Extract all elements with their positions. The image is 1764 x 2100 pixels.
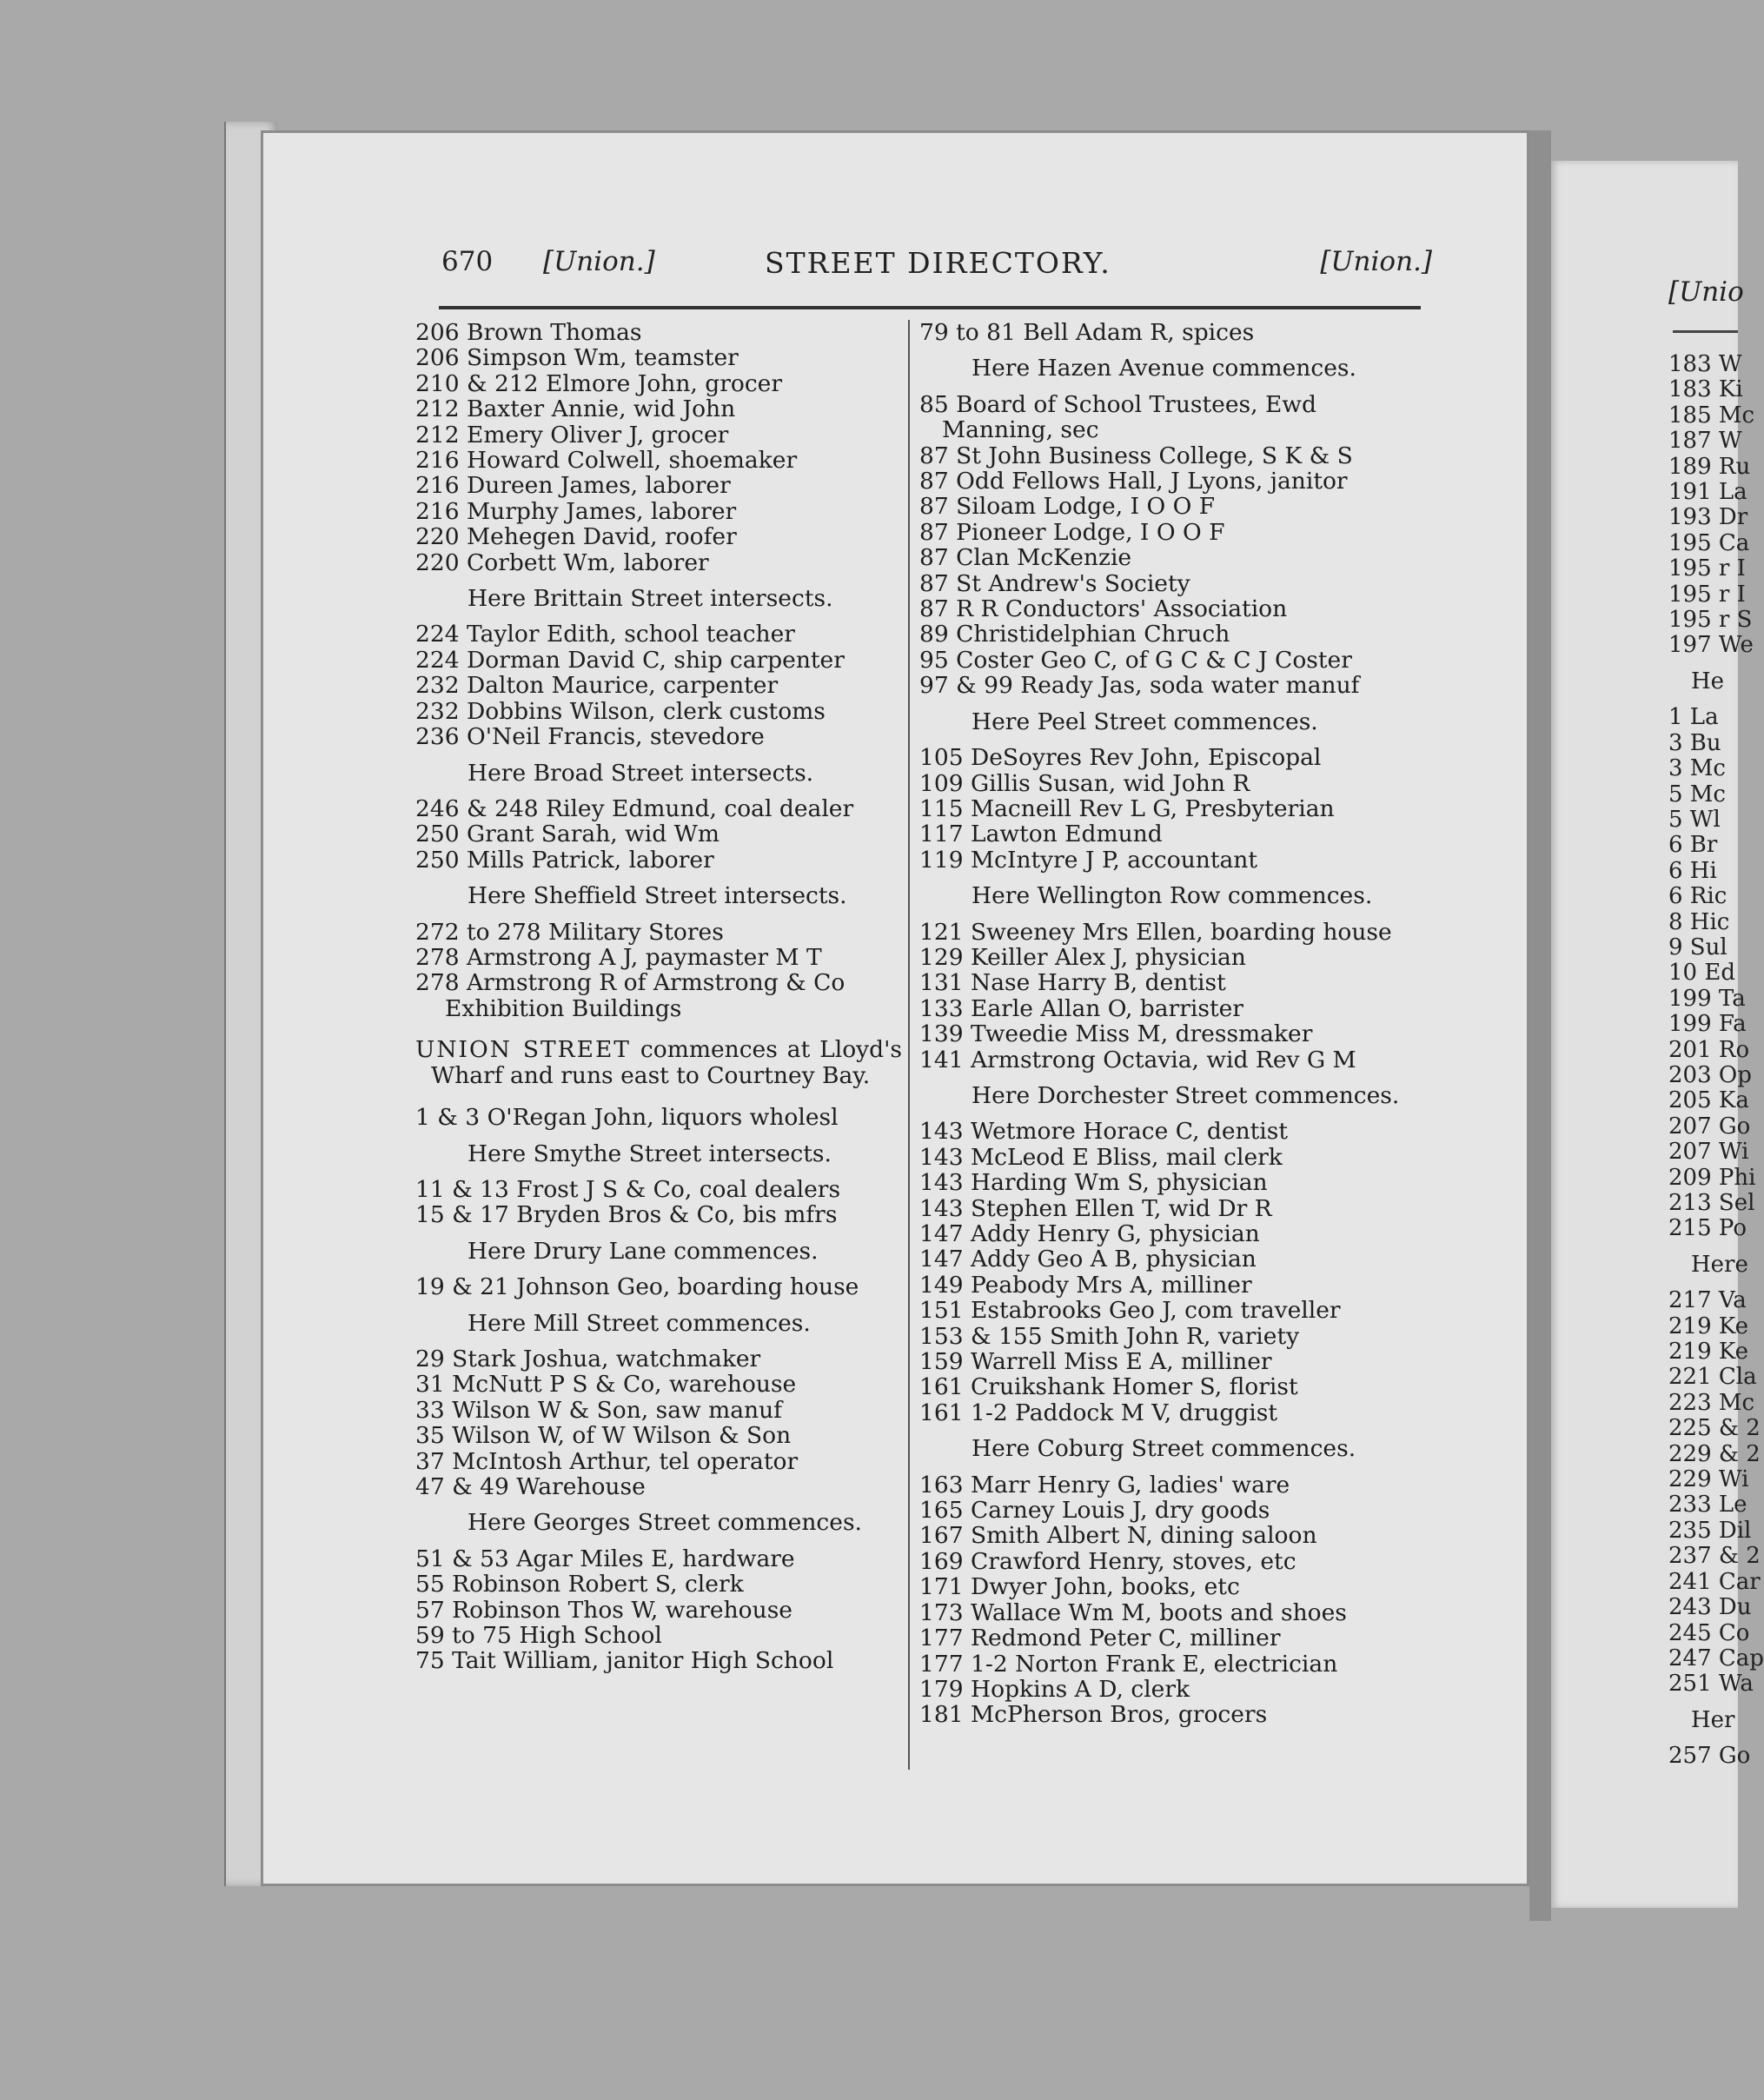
- directory-entry: 159 Warrell Miss E A, milliner: [919, 1348, 1272, 1376]
- directory-entry: 85 Board of School Trustees, Ewd Manning, sec: [919, 390, 1316, 444]
- street-intersection-note: Here Peel Street commences.: [972, 708, 1318, 735]
- directory-entry: 250 Grant Sarah, wid Wm: [415, 821, 720, 848]
- directory-entry: 236 O'Neil Francis, stevedore: [415, 723, 765, 751]
- directory-entry: 177 1-2 Norton Frank E, electrician: [919, 1650, 1338, 1678]
- directory-entry: Exhibition Buildings: [445, 994, 682, 1022]
- directory-entry: 129 Keiller Alex J, physician: [919, 943, 1246, 971]
- directory-entry: 225 & 2: [1668, 1415, 1761, 1442]
- directory-entry: 29 Stark Joshua, watchmaker: [415, 1346, 761, 1372]
- page-title: STREET DIRECTORY.: [765, 246, 1111, 280]
- directory-entry: 251 Wa: [1668, 1671, 1754, 1698]
- directory-entry: 195 r I: [1668, 555, 1746, 582]
- directory-entry: 147 Addy Geo A B, physician: [919, 1246, 1257, 1273]
- directory-entry: 119 McIntyre J P, accountant: [919, 846, 1257, 874]
- directory-entry: 6 Hi: [1668, 857, 1717, 884]
- directory-entry: 57 Robinson Thos W, warehouse: [415, 1596, 792, 1624]
- directory-entry: 139 Tweedie Miss M, dressmaker: [919, 1020, 1313, 1048]
- directory-entry: 121 Sweeney Mrs Ellen, boarding house: [919, 918, 1392, 946]
- street-intersection-note: Here Broad Street intersects.: [468, 759, 814, 787]
- directory-entry: 206 Brown Thomas: [415, 319, 642, 346]
- directory-entry: 212 Baxter Annie, wid John: [415, 395, 736, 423]
- street-description-text: commences at Lloyd's Wharf and runs east to Courtney Bay.: [431, 1036, 902, 1090]
- directory-entry: 109 Gillis Susan, wid John R: [919, 769, 1250, 797]
- directory-entry: 205 Ka: [1668, 1087, 1749, 1114]
- directory-entry: 250 Mills Patrick, laborer: [415, 846, 714, 874]
- directory-entry: 199 Fa: [1668, 1011, 1747, 1038]
- header-left-tag: [Union.]: [543, 246, 655, 277]
- directory-entry: 59 to 75 High School: [415, 1622, 662, 1650]
- directory-entry: 233 Le: [1668, 1492, 1747, 1519]
- directory-entry: 87 Siloam Lodge, I O O F: [919, 493, 1216, 521]
- directory-entry: 33 Wilson W & Son, saw manuf: [415, 1396, 782, 1424]
- directory-entry: 19 & 21 Johnson Geo, boarding house: [415, 1273, 859, 1301]
- directory-entry: 224 Dorman David C, ship carpenter: [415, 646, 845, 674]
- directory-entry: 143 Stephen Ellen T, wid Dr R: [919, 1194, 1272, 1222]
- street-intersection-note: Here Drury Lane commences.: [468, 1237, 819, 1265]
- directory-entry: 278 Armstrong R of Armstrong & Co: [415, 969, 846, 997]
- directory-entry: 216 Dureen James, laborer: [415, 472, 731, 500]
- directory-entry: 143 Harding Wm S, physician: [919, 1169, 1268, 1197]
- directory-entry: 183 W: [1668, 351, 1742, 377]
- directory-entry: 179 Hopkins A D, clerk: [919, 1675, 1190, 1703]
- street-intersection-note: Her: [1691, 1706, 1735, 1733]
- directory-column-middle: [919, 320, 1415, 1728]
- directory-entry: 171 Dwyer John, books, etc: [919, 1573, 1240, 1601]
- directory-entry: 220 Corbett Wm, laborer: [415, 548, 709, 576]
- directory-entry: 203 Op: [1668, 1061, 1752, 1088]
- directory-entry: 219 Ke: [1668, 1339, 1749, 1366]
- directory-entry: 189 Ru: [1668, 453, 1751, 480]
- directory-entry: 257 Go: [1668, 1743, 1751, 1770]
- directory-entry: 165 Carney Louis J, dry goods: [919, 1497, 1270, 1525]
- directory-entry: 223 Mc: [1668, 1389, 1755, 1416]
- directory-entry: 216 Howard Colwell, shoemaker: [415, 447, 798, 475]
- street-intersection-note: Here Brittain Street intersects.: [468, 585, 833, 613]
- directory-entry: 161 1-2 Paddock M V, druggist: [919, 1399, 1278, 1426]
- directory-column-left: [415, 320, 902, 1674]
- directory-entry: 272 to 278 Military Stores: [415, 918, 724, 946]
- directory-entry: 47 & 49 Warehouse: [415, 1473, 646, 1501]
- directory-entry: 241 Car: [1668, 1568, 1761, 1595]
- directory-entry: 220 Mehegen David, roofer: [415, 523, 737, 551]
- directory-entry: 8 Hic: [1668, 908, 1730, 935]
- street-intersection-note: He: [1691, 668, 1725, 694]
- directory-entry: 185 Mc: [1668, 402, 1755, 429]
- directory-entry: 3 Mc: [1668, 755, 1726, 782]
- directory-entry: 35 Wilson W, of W Wilson & Son: [415, 1422, 792, 1450]
- directory-entry: 163 Marr Henry G, ladies' ware: [919, 1471, 1290, 1499]
- directory-entry: 247 Cap: [1668, 1645, 1764, 1671]
- directory-entry: 232 Dalton Maurice, carpenter: [415, 672, 779, 700]
- directory-entry: 153 & 155 Smith John R, variety: [919, 1322, 1300, 1350]
- directory-entry: 37 McIntosh Arthur, tel operator: [415, 1447, 799, 1475]
- directory-entry: 195 Ca: [1668, 529, 1750, 556]
- directory-entry: 217 Va: [1668, 1287, 1747, 1314]
- directory-entry: 169 Crawford Henry, stoves, etc: [919, 1547, 1296, 1575]
- directory-entry: 79 to 81 Bell Adam R, spices: [919, 319, 1255, 346]
- right-page-header-rule: [1673, 330, 1738, 333]
- street-intersection-note: Here Mill Street commences.: [468, 1309, 811, 1337]
- directory-entry: 213 Sel: [1668, 1190, 1755, 1216]
- directory-entry: 206 Simpson Wm, teamster: [415, 344, 739, 372]
- directory-entry: 6 Br: [1668, 832, 1718, 859]
- directory-entry: 195 r I: [1668, 581, 1746, 608]
- directory-entry: 87 Clan McKenzie: [919, 544, 1132, 572]
- directory-entry: 147 Addy Henry G, physician: [919, 1220, 1260, 1247]
- directory-entry: 193 Dr: [1668, 504, 1748, 531]
- directory-entry: 87 Pioneer Lodge, I O O F: [919, 518, 1225, 546]
- directory-entry: 117 Lawton Edmund: [919, 821, 1163, 848]
- directory-entry: 10 Ed: [1668, 960, 1735, 987]
- directory-entry: 51 & 53 Agar Miles E, hardware: [415, 1545, 795, 1572]
- directory-entry: 89 Christidelphian Chruch: [919, 621, 1230, 648]
- directory-entry: 212 Emery Oliver J, grocer: [415, 421, 729, 449]
- directory-entry: 224 Taylor Edith, school teacher: [415, 621, 795, 648]
- directory-entry: 115 Macneill Rev L G, Presbyterian: [919, 794, 1335, 822]
- header-right-tag: [Union.]: [1320, 246, 1432, 277]
- directory-entry: 143 Wetmore Horace C, dentist: [919, 1118, 1289, 1146]
- directory-entry: 210 & 212 Elmore John, grocer: [415, 369, 783, 397]
- directory-entry: 173 Wallace Wm M, boots and shoes: [919, 1598, 1347, 1626]
- directory-entry: 151 Estabrooks Geo J, com traveller: [919, 1297, 1341, 1325]
- directory-entry: 177 Redmond Peter C, milliner: [919, 1625, 1281, 1652]
- directory-entry: 1 & 3 O'Regan John, liquors wholesl: [415, 1104, 839, 1132]
- column-divider: [908, 320, 910, 1770]
- directory-entry: 191 La: [1668, 479, 1747, 506]
- directory-entry: 219 Ke: [1668, 1312, 1749, 1339]
- directory-entry: 95 Coster Geo C, of G C & C J Coster: [919, 646, 1352, 674]
- directory-entry: 75 Tait William, janitor High School: [415, 1647, 834, 1675]
- directory-entry: 207 Wi: [1668, 1139, 1749, 1166]
- directory-entry: 161 Cruikshank Homer S, florist: [919, 1373, 1298, 1401]
- directory-entry: 181 McPherson Bros, grocers: [919, 1701, 1268, 1729]
- directory-entry: 209 Phi: [1668, 1164, 1756, 1191]
- directory-entry: 9 Sul: [1668, 934, 1728, 960]
- street-intersection-note: Here Dorchester Street commences.: [972, 1081, 1400, 1109]
- directory-entry: 143 McLeod E Bliss, mail clerk: [919, 1143, 1283, 1171]
- directory-entry: 197 We: [1668, 632, 1754, 659]
- page-number: 670: [441, 246, 494, 277]
- directory-entry: 167 Smith Albert N, dining saloon: [919, 1522, 1317, 1550]
- street-intersection-note: Here Sheffield Street intersects.: [468, 882, 847, 910]
- street-intersection-note: Here Smythe Street intersects.: [468, 1140, 832, 1167]
- street-intersection-note: Here Georges Street commences.: [468, 1509, 862, 1537]
- directory-entry: 229 & 2: [1668, 1440, 1761, 1467]
- directory-entry: 133 Earle Allan O, barrister: [919, 994, 1243, 1022]
- directory-entry: 199 Ta: [1668, 985, 1746, 1012]
- directory-entry: 237 & 2: [1668, 1543, 1761, 1570]
- directory-entry: 55 Robinson Robert S, clerk: [415, 1571, 744, 1598]
- directory-entry: 97 & 99 Ready Jas, soda water manuf: [919, 672, 1360, 700]
- directory-column-right-page: [1668, 351, 1764, 1770]
- directory-entry: 216 Murphy James, laborer: [415, 497, 737, 525]
- street-intersection-note: Here: [1691, 1251, 1748, 1278]
- directory-entry: 15 & 17 Bryden Bros & Co, bis mfrs: [415, 1201, 838, 1229]
- directory-entry: 141 Armstrong Octavia, wid Rev G M: [919, 1046, 1356, 1073]
- directory-entry: 187 W: [1668, 428, 1742, 455]
- directory-entry: 221 Cla: [1668, 1364, 1757, 1391]
- directory-entry: 6 Ric: [1668, 883, 1728, 910]
- directory-entry: 195 r S: [1668, 607, 1753, 634]
- page-gutter: [1529, 130, 1551, 1921]
- directory-entry: 201 Ro: [1668, 1036, 1750, 1063]
- directory-entry: 11 & 13 Frost J S & Co, coal dealers: [415, 1175, 841, 1203]
- street-intersection-note: Here Wellington Row commences.: [972, 882, 1373, 910]
- directory-entry: 3 Bu: [1668, 729, 1721, 756]
- directory-entry: 245 Co: [1668, 1619, 1750, 1646]
- directory-entry: 5 Wl: [1668, 806, 1721, 833]
- street-intersection-note: Here Coburg Street commences.: [972, 1435, 1356, 1463]
- directory-entry: 131 Nase Harry B, dentist: [919, 969, 1226, 997]
- directory-entry: 149 Peabody Mrs A, milliner: [919, 1271, 1252, 1299]
- page-header: [434, 246, 1432, 298]
- directory-entry: 183 Ki: [1668, 376, 1743, 403]
- street-name: UNION STREET: [415, 1036, 631, 1064]
- directory-entry: 232 Dobbins Wilson, clerk customs: [415, 697, 826, 725]
- header-rule: [439, 306, 1421, 309]
- directory-entry: 235 Dil: [1668, 1517, 1752, 1544]
- directory-entry: 31 McNutt P S & Co, warehouse: [415, 1371, 797, 1399]
- directory-entry: 87 Odd Fellows Hall, J Lyons, janitor: [919, 468, 1348, 495]
- directory-entry: 105 DeSoyres Rev John, Episcopal: [919, 744, 1322, 772]
- directory-entry: 5 Mc: [1668, 781, 1726, 807]
- directory-entry: 207 Go: [1668, 1113, 1751, 1140]
- street-intersection-note: Here Hazen Avenue commences.: [972, 355, 1356, 382]
- directory-entry: 1 La: [1668, 704, 1719, 731]
- directory-entry: 215 Po: [1668, 1215, 1747, 1242]
- right-page-header-tag: [Unio: [1668, 276, 1744, 308]
- directory-entry: 246 & 248 Riley Edmund, coal dealer: [415, 794, 854, 822]
- directory-entry: 87 St Andrew's Society: [919, 569, 1190, 597]
- directory-entry: 87 R R Conductors' Association: [919, 595, 1288, 623]
- directory-entry: 229 Wi: [1668, 1466, 1749, 1493]
- street-description: [415, 1037, 902, 1089]
- directory-entry: 278 Armstrong A J, paymaster M T: [415, 943, 822, 971]
- directory-entry: 87 St John Business College, S K & S: [919, 442, 1353, 469]
- directory-entry: 243 Du: [1668, 1594, 1752, 1621]
